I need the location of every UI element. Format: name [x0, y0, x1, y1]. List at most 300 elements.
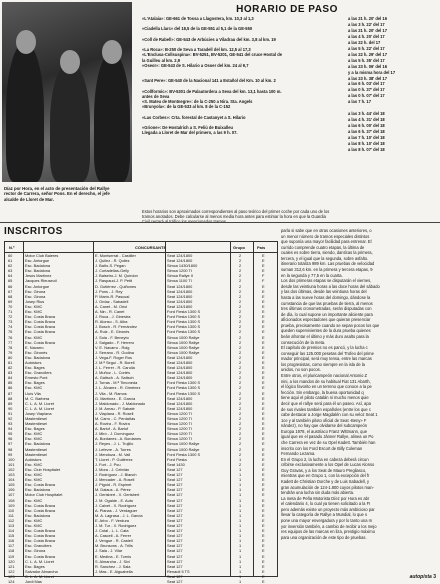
entry-car: Seat 127 — [167, 472, 183, 478]
entry-entrant: Esc. Costa Brava — [25, 553, 56, 559]
body-line: res equipos de las marcas en liza, prestigio máximo — [281, 529, 375, 535]
entry-drivers: J. Serrano - R. Godina — [95, 349, 134, 355]
entry-number: 98 — [8, 446, 13, 452]
entry-entrant: Masterdiesel — [25, 421, 48, 427]
entry-car: Seat 127 — [167, 507, 183, 513]
entry-car: Simca 1200 TI — [167, 431, 193, 437]
entry-pais: E — [262, 334, 265, 340]
article-body — [281, 228, 437, 540]
entry-car: Ford Fiesta — [167, 456, 187, 462]
table-header — [5, 242, 277, 253]
time-line: a las 22 h. del 17 — [348, 39, 381, 45]
time-line: a las 7 h. 10' del 18 — [348, 135, 385, 141]
time-line: a las 22 h. 29' del 17 — [348, 51, 387, 57]
entry-drivers: J. Maldonado - J. Maldonado — [95, 400, 146, 406]
entry-car: Seat 127 — [167, 573, 183, 579]
entry-entrant: Esc. Costa Brava — [25, 339, 56, 345]
entry-entrant: Esc. Bages — [25, 426, 45, 432]
entry-pais: E — [262, 400, 265, 406]
body-line: aficionados espectadores que quieran presenciar — [281, 317, 371, 323]
entry-car: Seat 127 — [167, 517, 183, 523]
entry-pais: E — [262, 293, 265, 299]
entry-drivers: A. Bordanes - A. Bordanes — [95, 436, 142, 442]
entry-entrant: Esc. Granollers — [25, 543, 52, 549]
entry-drivers: A. Nin - R. Canet — [95, 309, 125, 315]
entry-drivers: J. Viaplana - R. Rosell — [95, 410, 134, 416]
body-line: de sus rivales también españoles (entre los que c — [281, 406, 371, 412]
entry-car: Simca 1200 TI — [167, 268, 193, 274]
entry-grupo: 2 — [239, 263, 242, 269]
entry-drivers: J. M.ª Seguí - R. Borell — [95, 359, 135, 365]
entry-entrant: E. Navarro — [25, 344, 44, 350]
entry-number: 93 — [8, 421, 13, 427]
entry-pais: F — [262, 273, 265, 279]
time-line: a las 3 h. 22' del 17 — [348, 21, 385, 27]
entry-number: 87 — [8, 390, 13, 396]
body-line: y las dos últimas, desde las veintiuna horas del — [281, 289, 367, 295]
entry-car: Seat 127 — [167, 512, 183, 518]
entry-number: 64 — [8, 273, 13, 279]
entry-entrant: Esc. Badalona — [25, 354, 51, 360]
entry-number: 74 — [8, 324, 13, 330]
entry-car: Seat 124/1800 — [167, 303, 193, 309]
entry-drivers: S. Almarcha - J. Sivi — [95, 558, 130, 564]
entry-drivers: J. Pigold - R. Espinet — [95, 482, 132, 488]
entry-drivers: J. Fort - J. Pou — [95, 461, 121, 467]
entry-entrant: Jesús Martínez — [25, 273, 52, 279]
body-line: El capítulo de premios no es pancó, y la lucha c — [281, 345, 368, 351]
entry-entrant: Esc. KMC — [25, 309, 43, 315]
entry-number: 111 — [8, 512, 14, 518]
entrant-column — [25, 253, 92, 584]
entry-car: Seat 127 — [167, 528, 183, 534]
entry-entrant: Esc. Badalona — [25, 263, 51, 269]
entry-entrant: Esc. KMC — [25, 461, 43, 467]
entry-car: Seat 127 — [167, 522, 183, 528]
entry-drivers: J. Roca - J. Ginestra — [95, 314, 131, 320]
entry-pais: E — [262, 451, 265, 457]
caption-line: rector de Carrera, señor Pons. En el derecho, el jefe — [4, 191, 110, 197]
entry-entrant: Masterdiesel — [25, 416, 48, 421]
entry-car: Seat 127 — [167, 482, 183, 488]
entry-grupo: 1 — [239, 456, 242, 462]
entry-drivers: J. Bosch - R. Fernández — [95, 324, 137, 330]
entry-pais: E — [262, 533, 265, 539]
entry-car: Seat 124/1800 — [167, 253, 193, 258]
body-line: hasta a las nueve horas del domingo, dándose la — [281, 294, 371, 300]
body-line: gran acumulación de 124-1.800 cuyos pilotos man- — [281, 484, 374, 490]
entry-number: 91 — [8, 410, 13, 416]
entry-car: Simca 1000 Rallye — [167, 339, 200, 345]
entry-pais: E — [262, 431, 265, 437]
body-line: igual que en el pasado Jánner Rallye, alinea un Po — [281, 434, 374, 440]
entry-grupo: 2 — [239, 288, 242, 294]
entry-car: Seat 127 — [167, 548, 183, 554]
entry-entrant: Esc. Costa Brava — [25, 482, 56, 488]
body-line: en la segunda y 77,5 en la cuarta. — [281, 272, 343, 278]
entry-entrant: M. C. Barbera — [25, 395, 50, 401]
entry-car: Simca 1100 TI — [167, 278, 192, 284]
entry-car: Simca Rallye II — [167, 273, 193, 279]
body-line: el lógico favorito en un terreno que conoce a la pe — [281, 384, 372, 390]
entry-entrant: Motor Club Baleres — [25, 253, 59, 258]
entry-entrant: Esc. Bages — [25, 380, 45, 386]
entry-pais: E — [262, 436, 265, 442]
body-line: 1ce y al también piloto oficial de Seat -Beny» F — [281, 417, 367, 423]
entry-car: Simca 1000 Rallye — [167, 441, 200, 447]
route-line: «La Roca»: B-250 de Seva a Taradell del km. 12,5 al 17,3 — [142, 47, 251, 53]
entry-pais: E — [262, 522, 265, 528]
entry-number: 116 — [8, 538, 15, 544]
entry-entrant: Esc. Costa Brava — [25, 319, 56, 325]
body-line: para una organización de este tipo de pruebas. — [281, 534, 367, 540]
entry-number: 77 — [8, 339, 13, 345]
caption-line: alcalde de Lloret de Mar. — [4, 196, 54, 202]
entry-grupo: 1 — [239, 543, 242, 549]
entry-car: Renault 5 TS — [167, 568, 190, 574]
entry-number: 73 — [8, 319, 13, 325]
entry-pais: E — [262, 563, 265, 569]
entry-entrant: Esc. Costa Brava — [25, 533, 56, 539]
entry-number: 69 — [8, 298, 13, 304]
entry-number: 112 — [8, 517, 15, 523]
entry-pais: E — [262, 482, 265, 488]
entry-car: Ford Fiesta 1300 S — [167, 319, 201, 325]
entry-car: Ford Fiesta 1300 S — [167, 329, 201, 335]
entry-entrant: Salvador Almarcha — [25, 568, 58, 574]
time-line: a las 6 h. 37' del 18 — [348, 129, 385, 135]
entry-pais: E — [262, 492, 265, 498]
entry-number: 110 — [8, 507, 15, 513]
entry-car: Seat 1430 — [167, 461, 185, 467]
entry-entrant: Esc. KMC — [25, 472, 43, 478]
entry-grupo: 1 — [239, 558, 242, 564]
section-divider — [0, 222, 440, 223]
entry-car: Seat 127 — [167, 538, 183, 544]
entry-grupo: 2 — [239, 273, 242, 279]
body-line: Fernando Lezama. — [281, 451, 316, 457]
entry-grupo: 1 — [239, 573, 242, 579]
entry-number: 83 — [8, 370, 13, 376]
body-line: cribirse exclusivamente a los Opel de Lucas Alonso — [281, 462, 375, 468]
entry-drivers: J. Rodríguez - J. Blanch — [95, 472, 137, 478]
body-line: Kadett de Christian Dorche y de Luis Sabadell, y — [281, 479, 370, 485]
entry-grupo: 2 — [239, 339, 242, 345]
entry-drivers: J. Vengue - R. Castell — [95, 538, 133, 544]
body-line: yor inversión también, a cambio de recibir a los mejo — [281, 523, 377, 529]
time-line: a las 0 h. 37' del 17 — [348, 87, 385, 93]
route-line: «Collformic»: BV-5301 de Palautordera a Seva del km. 13,1 hasta 100 m. — [142, 88, 282, 94]
entry-grupo: 2 — [239, 329, 242, 335]
note-line: tramos anotados. Debe calcularse al menos media hora antes para estimar la hora en que la Guardia — [142, 214, 326, 220]
entry-car: Seat 124/1800 — [167, 283, 193, 289]
entry-number: 63 — [8, 268, 13, 274]
page-number: 3 — [433, 574, 436, 580]
entry-grupo: 2 — [239, 405, 242, 411]
entry-car: Simca 1200 TI — [167, 426, 193, 432]
body-line: inscrito con los Ford Escort de Billy Coleman — [281, 445, 363, 451]
entry-grupo: 1 — [239, 533, 242, 539]
entry-drivers: J. Calvet - X. Rodríguez — [95, 502, 137, 508]
time-list — [348, 16, 436, 153]
entry-car: Simca 1200 TI — [167, 410, 193, 416]
entry-drivers: A. Cascell - A. Ferrer — [95, 533, 132, 539]
entry-number: 118 — [8, 548, 15, 554]
entry-drivers: J. Salgado - F. Herrero — [95, 339, 135, 345]
caption-line: Díaz por Hora, en el acto de presentación del Rallye — [4, 186, 110, 191]
entry-grupo: 2 — [239, 365, 242, 371]
entry-number: 117 — [8, 543, 15, 549]
route-line: antes de Seva — [142, 94, 170, 100]
entry-grupo: 1 — [239, 548, 242, 554]
entry-entrant: C. L. A. M. Lloret — [25, 573, 54, 579]
entry-grupo: 2 — [239, 416, 242, 421]
entry-pais: E — [262, 507, 265, 513]
entry-drivers: J. Lefevre - A. Torres — [95, 446, 131, 452]
column-divider — [253, 242, 254, 576]
entry-pais: E — [262, 446, 265, 452]
column-divider — [93, 242, 94, 576]
page-footer — [410, 574, 436, 580]
entry-drivers: A. Planas - J. Verdaguer — [95, 507, 138, 513]
body-line: tendrán una lucha sin duda más abierta. — [281, 490, 355, 496]
entry-grupo: 2 — [239, 298, 242, 304]
entry-drivers: J. Sola - F. Beneyto — [95, 334, 129, 340]
entry-grupo: 2 — [239, 268, 242, 274]
entry-car: Seat 124/1800 — [167, 400, 193, 406]
entry-entrant: Masterdiesel — [25, 451, 48, 457]
entry-number: 114 — [8, 528, 15, 534]
entry-car: Seat 127 — [167, 579, 183, 584]
entry-drivers: M. Dalaus - A. Pérez — [95, 487, 131, 493]
entry-pais: E — [262, 441, 265, 447]
entry-grupo: 2 — [239, 370, 242, 376]
body-line: conseguir las 125.000 pesetas del Trofeo del prime — [281, 350, 374, 356]
entry-grupo: 1 — [239, 579, 242, 584]
entry-entrant: Esc. Girona — [25, 288, 46, 294]
entry-number: 90 — [8, 405, 13, 411]
entry-entrant: Esc. KMC — [25, 431, 43, 437]
entry-grupo: 1 — [239, 497, 242, 503]
entry-number: 108 — [8, 497, 15, 503]
entry-drivers: J. Cotal - L. L. Cata — [95, 528, 129, 534]
entry-car: Ford Fiesta 1300 S — [167, 314, 201, 320]
entry-grupo: 1 — [239, 522, 242, 528]
route-list — [142, 16, 342, 136]
entry-grupo: 2 — [239, 303, 242, 309]
entry-number: 72 — [8, 314, 13, 320]
entry-entrant: Esc. KMC — [25, 303, 43, 309]
entry-pais: E — [262, 548, 265, 554]
entry-car: Seat 127 — [167, 477, 183, 483]
entry-car: Seat 124/1800 — [167, 375, 193, 381]
entry-entrant: Esc. Bages — [25, 365, 45, 371]
entry-number: 76 — [8, 334, 13, 340]
entry-car: Seat 127 — [167, 502, 183, 508]
entry-pais: E — [262, 375, 265, 381]
entry-number: 92 — [8, 416, 13, 421]
time-line: a las 7 h. 17 — [348, 99, 371, 105]
entry-grupo: 1 — [239, 502, 242, 508]
entry-entrant: Esc. KMC — [25, 517, 43, 523]
body-line: nini, a los mandos de su habitual Fiat 131 Abarth, — [281, 378, 371, 384]
body-line: queden supervivientes de la dura prueba quienes — [281, 328, 371, 334]
entry-grupo: 2 — [239, 375, 242, 381]
body-line: La meta de Peña Motorista Díez por Hora es abr — [281, 495, 370, 501]
entry-entrant: Esc. Badalona — [25, 441, 51, 447]
entry-car: Ford Fiesta 1300 S — [167, 380, 201, 386]
entry-number: 119 — [8, 553, 15, 559]
entry-grupo: 1 — [239, 512, 242, 518]
entry-number: 95 — [8, 431, 13, 437]
entry-drivers: J. M. Tur - X. Rodríguez — [95, 522, 137, 528]
entry-entrant: Esc. Gironès — [25, 349, 48, 355]
entry-car: Seat 127 — [167, 497, 183, 503]
entry-drivers: J. Gerisbert - X. Gerisbert — [95, 492, 140, 498]
entry-grupo: 1 — [239, 517, 242, 523]
body-line: En el Grupo 2, la lucha en cabeza deberá circun — [281, 456, 369, 462]
body-line: prueba, precisamente cuando se sepan pocos los que — [281, 322, 380, 328]
entry-grupo: 1 — [239, 482, 242, 488]
entry-pais: E — [262, 268, 265, 274]
column-divider — [23, 242, 24, 576]
entry-drivers: V. E. Navarro - Roig — [95, 344, 130, 350]
entry-drivers: J. Muñoz - L. Cortés — [95, 370, 131, 376]
entry-drivers: E. Medina - E. Tornis — [95, 553, 132, 559]
entry-entrant: Esc. Bages — [25, 563, 45, 569]
entry-grupo: 2 — [239, 410, 242, 416]
entry-pais: E — [262, 512, 265, 518]
entry-grupo: 2 — [239, 344, 242, 350]
entry-pais: E — [262, 314, 265, 320]
entry-car: Seat 127 — [167, 563, 183, 569]
entry-car: Seat 127 — [167, 558, 183, 564]
time-line: a las 23 h. 38' del 17 — [348, 75, 387, 81]
entry-grupo: 2 — [239, 441, 242, 447]
entry-number: 121 — [8, 563, 15, 569]
entry-drivers: M. A. Lagrasa - J. L. García — [95, 512, 143, 518]
entry-number: 105 — [8, 482, 15, 488]
entry-grupo: 1 — [239, 538, 242, 544]
entry-grupo: 1 — [239, 563, 242, 569]
entry-drivers: J. M. Ogalde - E. Auto — [95, 497, 134, 503]
route-line: «Sant Pere»: GE-540 de la Nacional 141 a Estañol del Km. 10 al km. 2 — [142, 78, 276, 84]
body-line: che Carrera en vez de su Opel Kadett. También han — [281, 439, 376, 445]
entry-pais: E — [262, 395, 265, 401]
entry-pais: E — [262, 543, 265, 549]
time-line: a las 8 h. 07' del 18 — [348, 146, 385, 152]
entry-pais: E — [262, 303, 265, 309]
entry-car: Simca 1000 Rallye — [167, 349, 200, 355]
entry-number: 70 — [8, 303, 13, 309]
entry-drivers: J. M. Arnau - P. Sabaté — [95, 405, 135, 411]
entry-entrant: Josep Rius — [25, 298, 45, 304]
entry-grupo: 2 — [239, 446, 242, 452]
entry-number: 65 — [8, 278, 13, 284]
entry-pais: E — [262, 349, 265, 355]
body-line: el calendario 4, lo cual ya tienen solicitado a la FI — [281, 501, 371, 507]
entry-number: 61 — [8, 258, 13, 264]
entry-car: Seat 127 — [167, 543, 183, 549]
entry-grupo: 2 — [239, 380, 242, 386]
entry-entrant: Esc. Costa Brava — [25, 502, 56, 508]
entry-entrant: Esc. KMC — [25, 436, 43, 442]
entry-drivers: J. Mendoza - M. Vall — [95, 451, 131, 457]
body-line: mientras que en Grupo 1, con la excepción del fr — [281, 473, 370, 479]
entry-grupo: 1 — [239, 487, 242, 493]
entry-pais: E — [262, 283, 265, 289]
entry-car: Ford Fiesta 1300 S — [167, 390, 201, 396]
entry-grupo: 2 — [239, 400, 242, 406]
entry-car: Ford Fiesta 1300 S — [167, 385, 201, 391]
entry-grupo: 2 — [239, 253, 242, 258]
entry-grupo: 1 — [239, 492, 242, 498]
entry-number: 62 — [8, 263, 13, 269]
time-line: a las 4 h. 20' del 17 — [348, 33, 385, 39]
entry-number: 122 — [8, 568, 15, 574]
entry-pais: E — [262, 354, 265, 360]
entry-car: Ford Fiesta 1300 S — [167, 451, 201, 457]
entry-pais: E — [262, 487, 265, 493]
entry-entrant: Esc. Badalona — [25, 512, 51, 518]
footer-brand: autopista — [409, 574, 432, 580]
entry-grupo: 2 — [239, 451, 242, 457]
entry-drivers: G. Martínez - E. García — [95, 395, 136, 401]
entry-grupo: 2 — [239, 354, 242, 360]
entry-entrant: C. L. A. M. Lloret — [25, 405, 54, 411]
entry-number: 67 — [8, 288, 13, 294]
entry-grupo: 1 — [239, 553, 242, 559]
body-line: Los dos primeras etapas se disputarán el viernes, — [281, 278, 372, 284]
entry-number: 102 — [8, 466, 15, 472]
entry-pais: E — [262, 359, 265, 365]
entry-number: 97 — [8, 441, 13, 447]
body-line: tres últimas cronometradas, serán disputadas con — [281, 306, 372, 312]
entry-number: 78 — [8, 344, 13, 350]
entry-entrant: Autósturs — [25, 359, 42, 365]
entry-drivers: J. Vega-F. Roger Ros — [95, 354, 132, 360]
entry-pais: E — [262, 461, 265, 467]
entry-pais: E — [262, 253, 265, 258]
route-line: «Grione»: De Hostalrich a S. Feliú de Buixalleu — [142, 125, 233, 131]
entry-number: 86 — [8, 385, 13, 391]
entry-car: Seat 124/1800 — [167, 293, 193, 299]
entry-car: Simca 1000 Rallye — [167, 344, 200, 350]
entry-pais: E — [262, 517, 265, 523]
entry-drivers: M. Carro - C. Perdañas — [95, 416, 136, 421]
entry-entrant: Esc. Costa Brava — [25, 528, 56, 534]
entry-car: Seat 124/1800 — [167, 365, 193, 371]
entry-entrant: Jacques Rieuseuil — [25, 278, 57, 284]
entry-grupo: 1 — [239, 466, 242, 472]
entry-pais: E — [262, 421, 265, 427]
entry-pais: E — [262, 339, 265, 345]
entry-car: Simca 1200 TI — [167, 416, 193, 421]
route-line: la Guilleu al km. 2,9 — [142, 57, 180, 63]
entry-grupo: 2 — [239, 349, 242, 355]
entry-pais: E — [262, 258, 265, 264]
grupo-column — [239, 253, 251, 584]
body-line: de día, lo cual supone un importante aliciente para — [281, 311, 373, 317]
entry-number: 107 — [8, 492, 15, 498]
entry-drivers: A. Ruiz - E. Gironès — [95, 329, 130, 335]
entry-grupo: 2 — [239, 293, 242, 299]
time-line: a las 5 h. 22' del 17 — [348, 45, 385, 51]
time-line: a las 3 h. 44' del 18 — [348, 111, 385, 117]
entry-pais: E — [262, 405, 265, 411]
entry-pais: E — [262, 528, 265, 534]
body-line: unidos, no son pocos. — [281, 367, 321, 373]
